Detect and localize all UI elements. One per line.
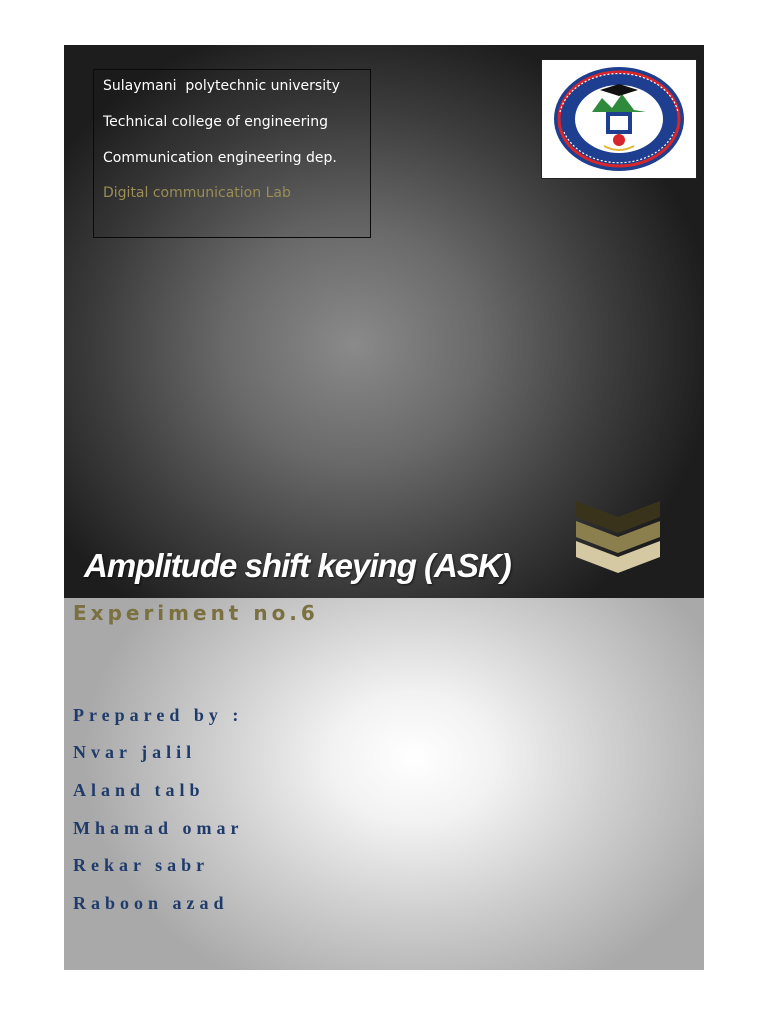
author-name: Rekar sabr (73, 855, 210, 875)
author-name: Mhamad omar (73, 818, 244, 838)
university-seal-icon (542, 60, 696, 178)
lab-name: Digital communication Lab (103, 185, 291, 201)
report-title: Amplitude shift keying (ASK) (84, 547, 511, 584)
prepared-by-label: Prepared by : (73, 705, 244, 725)
institution-info-box (93, 69, 371, 238)
college-name: Technical college of engineering (103, 114, 329, 130)
university-name: Sulaymani polytechnic university (103, 78, 340, 94)
university-logo (541, 59, 697, 179)
chevron-decoration-icon (576, 501, 660, 575)
author-name: Raboon azad (73, 893, 229, 913)
author-name: Nvar jalil (73, 742, 197, 762)
experiment-number: Experiment no.6 (73, 601, 319, 625)
department-name: Communication engineering dep. (103, 150, 337, 166)
cover-page (64, 45, 704, 970)
author-name: Aland talb (73, 780, 205, 800)
